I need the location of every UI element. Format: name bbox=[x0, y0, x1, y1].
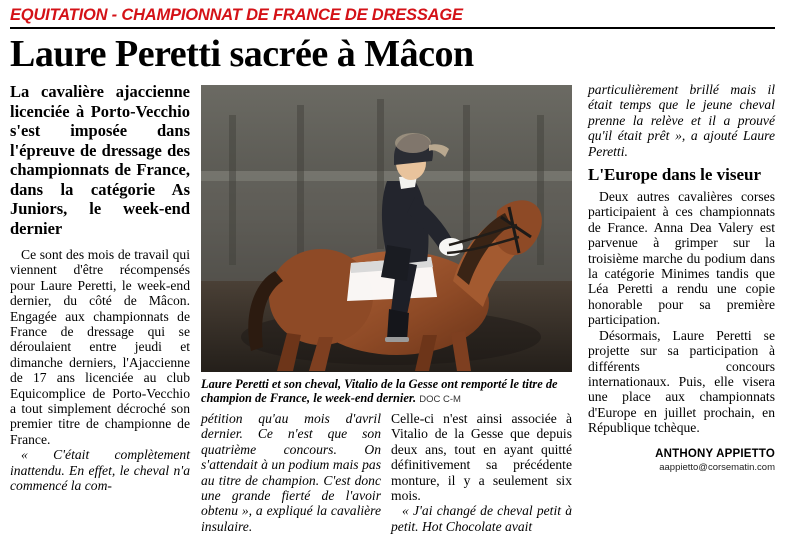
column-three-paragraph-1: Celle-ci n'est ainsi associée à Vitalio de la Gesse que depuis deux ans, tout en ayant quitté définitivement sa précédente monture, il y a seulement six mois. bbox=[391, 411, 572, 504]
photo-block bbox=[201, 85, 572, 407]
column-four-paragraph-2: Deux autres cavalières corses participaient à ces championnats de France. Anna Dea Valery est parvenue à grimper sur la troisième marche du podium dans la catégorie Minimes tandis que Léa Peretti a rendu une copie honorable pour sa première participation. bbox=[588, 189, 775, 328]
column-three-text bbox=[391, 411, 572, 534]
photo-caption-text: Laure Peretti et son cheval, Vitalio de la Gesse ont remporté le titre de champion de France, le week-end dernier. bbox=[201, 377, 558, 405]
author-email[interactable]: aappietto@corsematin.com bbox=[659, 461, 775, 473]
column-four-paragraph-1: particulièrement brillé mais il était temps que le jeune cheval prenne la relève et il a prouvé qu'il était prêt », a ajouté Laure Peretti. bbox=[588, 82, 775, 159]
lower-columns bbox=[201, 411, 572, 534]
photo-credit: DOC C-M bbox=[419, 394, 461, 405]
kicker-bar bbox=[10, 6, 775, 29]
photo-caption bbox=[201, 372, 572, 407]
column-four-paragraph-3: Désormais, Laure Peretti se projette sur sa participation à différents concours internationaux. Puis, elle visera une place aux championnats d'Europe en juillet prochain, en République tchèque. bbox=[588, 327, 775, 436]
column-four bbox=[580, 82, 775, 473]
column-two-paragraph-1: pétition qu'au mois d'avril dernier. Ce n'est que son quatrième concours. On s'attendait à un podium mais pas au titre de champion. C'est donc une grande fierté de l'avoir obtenu », a expliqué la cavalière insulaire. bbox=[201, 411, 381, 534]
section-subhead: L'Europe dans le viseur bbox=[588, 165, 762, 185]
column-three-paragraph-2: « J'ai changé de cheval petit à petit. Hot Chocolate avait bbox=[391, 503, 572, 534]
page-title: Laure Peretti sacrée à Mâcon bbox=[10, 33, 474, 75]
column-one-paragraph-1: Ce sont des mois de travail qui viennent d'être récompensés pour Laure Peretti, le week-end dernier, du côté de Mâcon. Engagée aux championnats de France de dressage qui se déroulaient entre jeudi et dimanche derniers, l'Ajaccienne de 17 ans licenciée au club Equicomplice de Porto-Vecchio a tout simplement décroché son premier titre de championne de France. bbox=[10, 247, 190, 447]
column-one bbox=[10, 82, 200, 494]
article-kicker: EQUITATION - CHAMPIONNAT DE FRANCE DE DRESSAGE bbox=[10, 6, 463, 24]
article-standfirst: La cavalière ajaccienne licenciée à Porto-Vecchio s'est imposée dans l'épreuve de dressage des championnats de France, dans la catégorie As Juniors, le week-end dernier bbox=[10, 82, 190, 238]
rider-on-horse-photo bbox=[201, 85, 572, 372]
author-byline: ANTHONY APPIETTO bbox=[655, 447, 775, 460]
column-one-paragraph-2: « C'était complètement inattendu. En effet, le cheval n'a commencé la com- bbox=[10, 447, 190, 494]
photo-illustration bbox=[201, 85, 572, 372]
column-two-text bbox=[201, 411, 391, 534]
